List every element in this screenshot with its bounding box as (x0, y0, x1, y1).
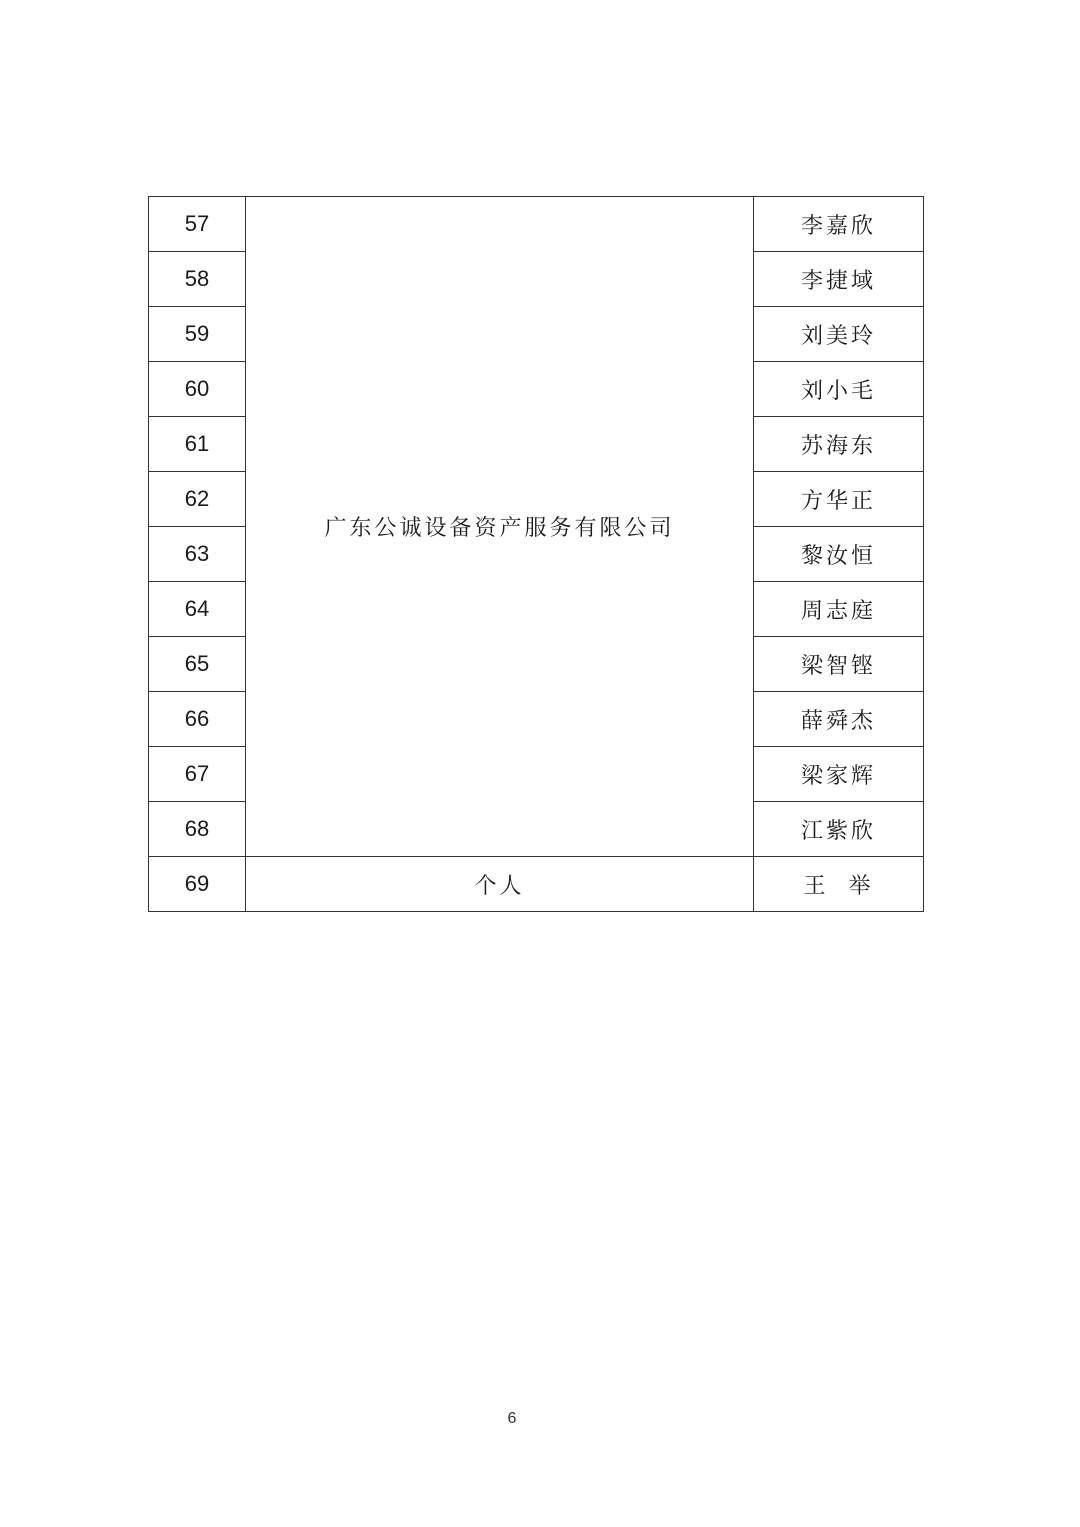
row-number: 64 (149, 582, 246, 637)
organization-cell: 个人 (246, 857, 754, 912)
row-number: 66 (149, 692, 246, 747)
person-name: 薛舜杰 (754, 692, 924, 747)
person-name: 梁家辉 (754, 747, 924, 802)
row-number: 67 (149, 747, 246, 802)
person-name: 刘小毛 (754, 362, 924, 417)
table-row (149, 857, 924, 912)
person-name: 李捷域 (754, 252, 924, 307)
person-name: 李嘉欣 (754, 197, 924, 252)
row-number: 68 (149, 802, 246, 857)
row-number: 61 (149, 417, 246, 472)
row-number: 60 (149, 362, 246, 417)
row-number: 63 (149, 527, 246, 582)
row-number: 57 (149, 197, 246, 252)
row-number: 59 (149, 307, 246, 362)
person-name: 周志庭 (754, 582, 924, 637)
page-number: 6 (507, 1410, 517, 1427)
row-number: 58 (149, 252, 246, 307)
person-name: 黎汝恒 (754, 527, 924, 582)
roster-table (148, 196, 924, 912)
person-name: 方华正 (754, 472, 924, 527)
row-number: 69 (149, 857, 246, 912)
row-number: 65 (149, 637, 246, 692)
person-name: 梁智铿 (754, 637, 924, 692)
table-row (149, 197, 924, 252)
person-name: 江紫欣 (754, 802, 924, 857)
person-name: 苏海东 (754, 417, 924, 472)
person-name: 刘美玲 (754, 307, 924, 362)
row-number: 62 (149, 472, 246, 527)
organization-cell: 广东公诚设备资产服务有限公司 (246, 197, 754, 857)
person-name: 王 举 (754, 857, 924, 912)
